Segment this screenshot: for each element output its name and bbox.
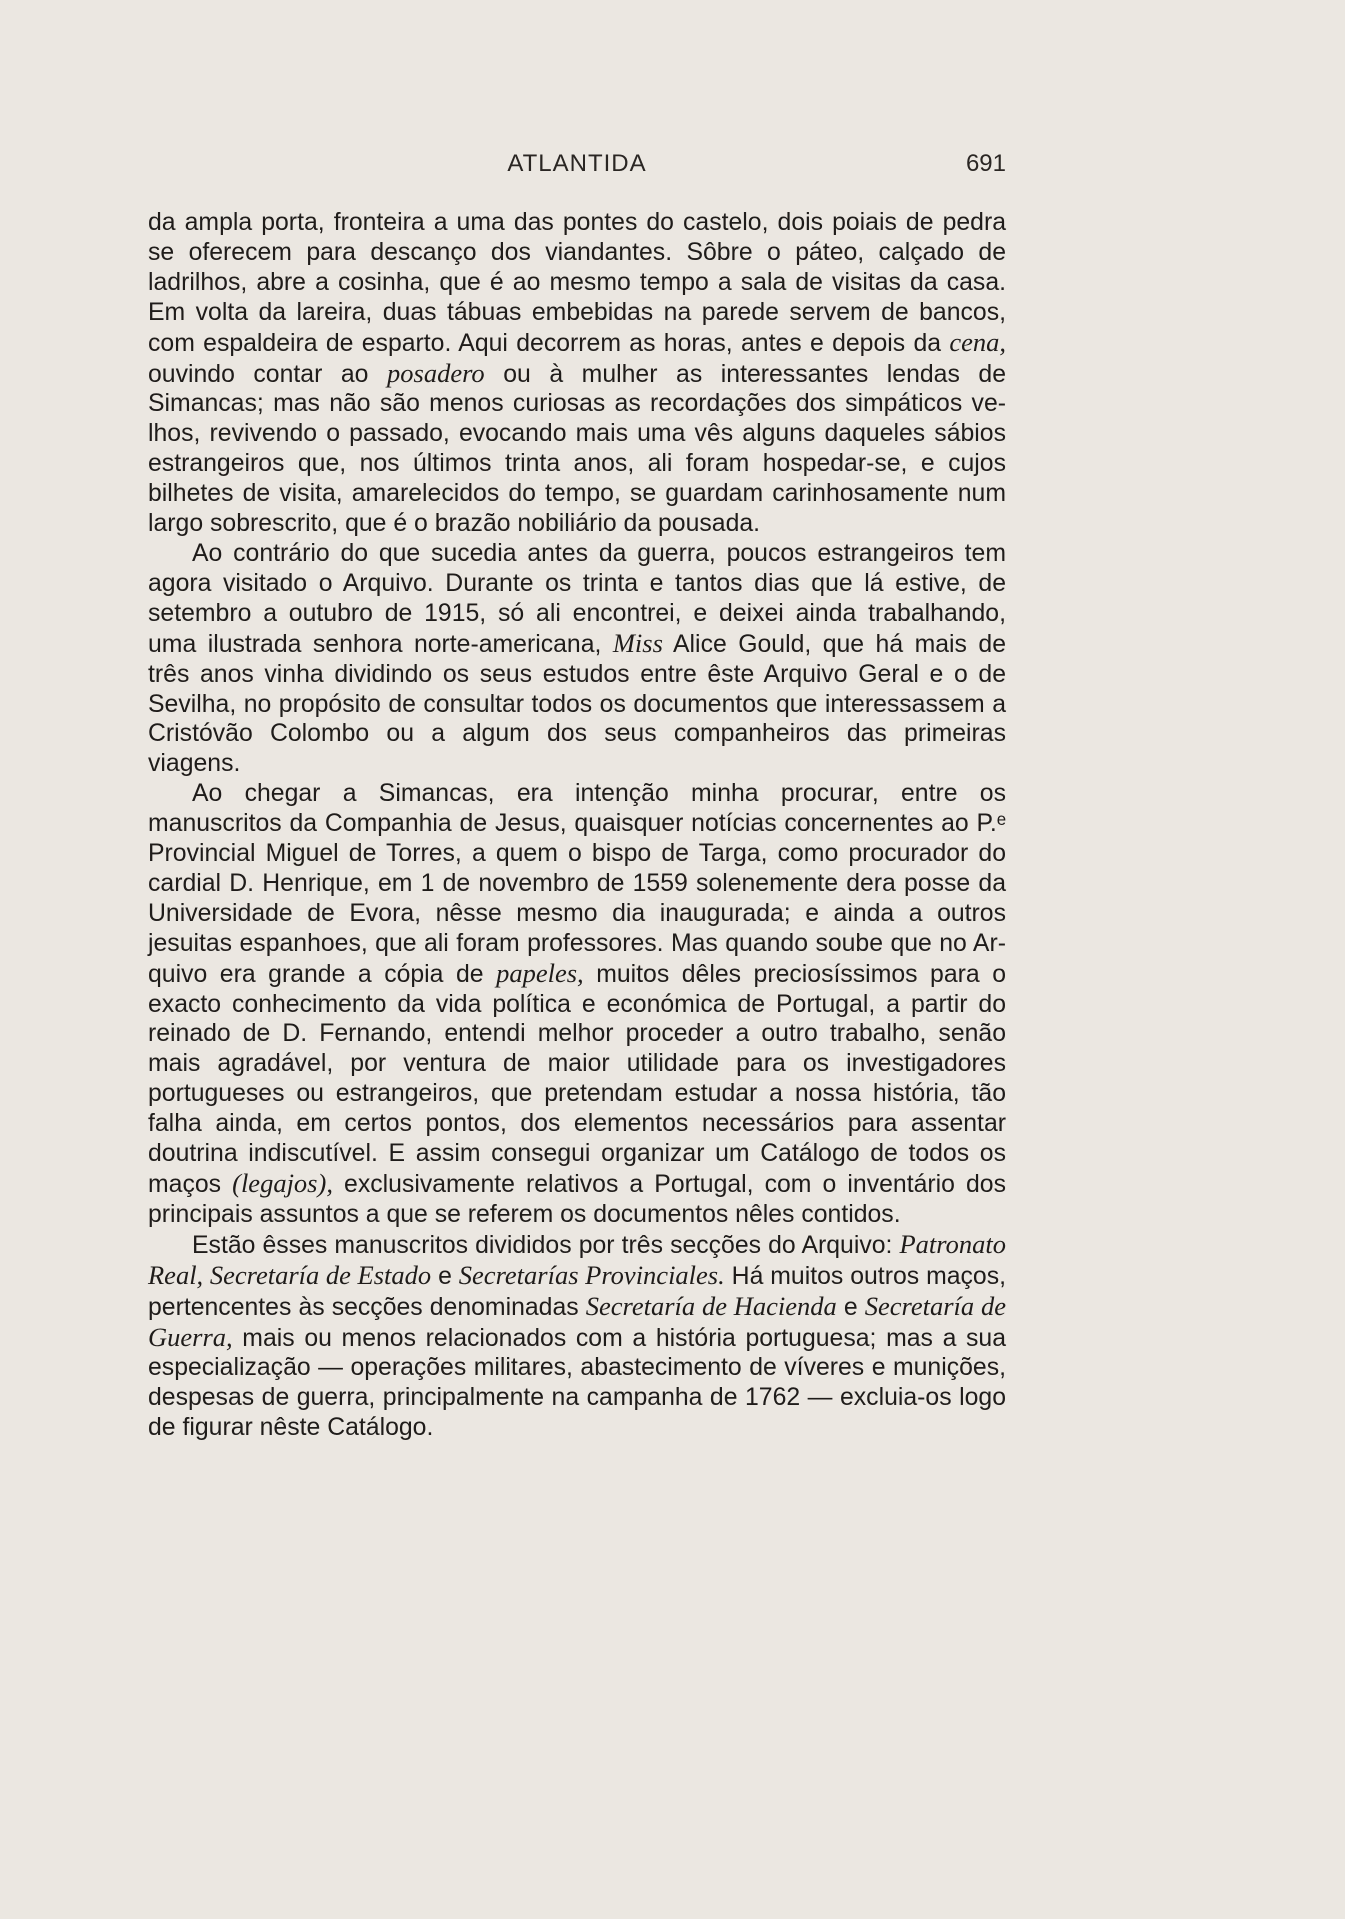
text-run: Ao chegar a Simancas, era intenção minha procurar, entre os manuscritos da Companhia de Jesus, quaisquer notícias concernentes ao P.ᵉ Provincial Miguel de Torres, a quem o bispo de Targa, como procurador do cardial D. Henrique, em 1 de novembro de 1559 solenemente dera posse da Universidade de Evora, nêsse mesmo dia inaugurada; e ainda a outros jesuitas espanhoes, que ali foram professores. Mas quando soube que no Arquivo era grande a cópia de (148, 780, 1006, 988)
italic-text: Secretaría de Hacienda (585, 1290, 837, 1321)
italic-text: Miss (612, 627, 663, 658)
italic-text: Secretarías Provinciales. (458, 1259, 725, 1290)
text-run: Há muitos outros maços, pertencentes às secções denominadas (148, 1262, 1006, 1321)
page-number: 691 (965, 150, 1006, 177)
text-run: da ampla porta, fronteira a uma das pontes do castelo, dois poiais de pedra se oferecem para descanço dos viandantes. Sôbre o páteo, calçado de ladrilhos, abre a cosinha, que é ao mesmo tempo a sala de visitas da casa. Em volta da lareira, duas tábuas embebidas na parede servem de bancos, com espaldeira de esparto. Aqui decorrem as horas, antes e depois da (148, 209, 1006, 357)
italic-text: (legajos), (232, 1168, 333, 1198)
italic-text: posadero (387, 357, 485, 388)
text-run: muitos dêles preciosíssimos para o exacto conhecimento da vida política e económica de Portugal, a partir do reinado de D. Fernando, entendi melhor proceder a outro trabalho, senão mais agradável, por ventura de maior utilidade para os investigadores portugueses ou estrangeiros, que pretendam estudar a nossa história, tão falha ainda, em certos pontos, dos elementos necessários para assentar doutrina indiscutível. E assim consegui organizar um Catálogo de todos os maços (148, 960, 1006, 1198)
text-run: e (431, 1262, 459, 1290)
text-run: exclusivamente relativos a Portugal, com o inventário dos principais assuntos a que se referem os documentos nêles contidos. (148, 1171, 1006, 1228)
italic-text: Patronato Real, Secretaría de Estado (148, 1228, 1006, 1290)
text-run: mais ou menos relacionados com a história portuguesa; mas a sua especialização — operações militares, abastecimento de víveres e munições, despesas de guerra, principalmente na campanha de 1762 — excluia-os logo de figurar nêste Catálogo. (148, 1324, 1006, 1442)
paragraph (148, 539, 1006, 779)
text-run: ouvindo contar ao (148, 360, 388, 388)
text-run: e (836, 1293, 865, 1321)
italic-text: papeles, (496, 957, 584, 988)
paragraph (148, 779, 1006, 1230)
running-title: ATLANTIDA (507, 150, 647, 177)
paragraph (148, 1230, 1006, 1443)
paragraph (148, 208, 1006, 539)
italic-text: Secretaría de Guerra, (148, 1290, 1006, 1352)
text-run: ou à mulher as interessantes lendas de Simancas; mas não são menos curiosas as recordações dos simpáticos velhos, revivendo o passado, evocando mais uma vês alguns daqueles sábios estrangeiros que, nos últimos trinta anos, ali foram hospedar-se, e cujos bilhetes de visita, amarelecidos do tempo, se guardam carinhosamente num largo sobrescrito, que é o brazão nobiliário da pousada. (148, 360, 1006, 538)
body-text (148, 208, 1006, 1443)
italic-text: cena, (949, 326, 1006, 357)
text-run: Alice Gould, que há mais de três anos vinha dividindo os seus estudos entre êste Arquivo Geral e o de Sevilha, no propósito de consultar todos os documentos que interessassem a Cristóvão Colombo ou a algum dos seus companheiros das primeiras viagens. (148, 630, 1006, 778)
text-run: Ao contrário do que sucedia antes da guerra, poucos estrangeiros tem agora visitado o Arquivo. Durante os trinta e tantos dias que lá estive, de setembro a outubro de 1915, só ali encontrei, e deixei ainda trabalhando, uma ilustrada senhora norte-americana, (148, 539, 1006, 658)
running-header (148, 150, 1006, 186)
text-run: Estão êsses manuscritos divididos por três secções do Arquivo: (192, 1231, 900, 1259)
